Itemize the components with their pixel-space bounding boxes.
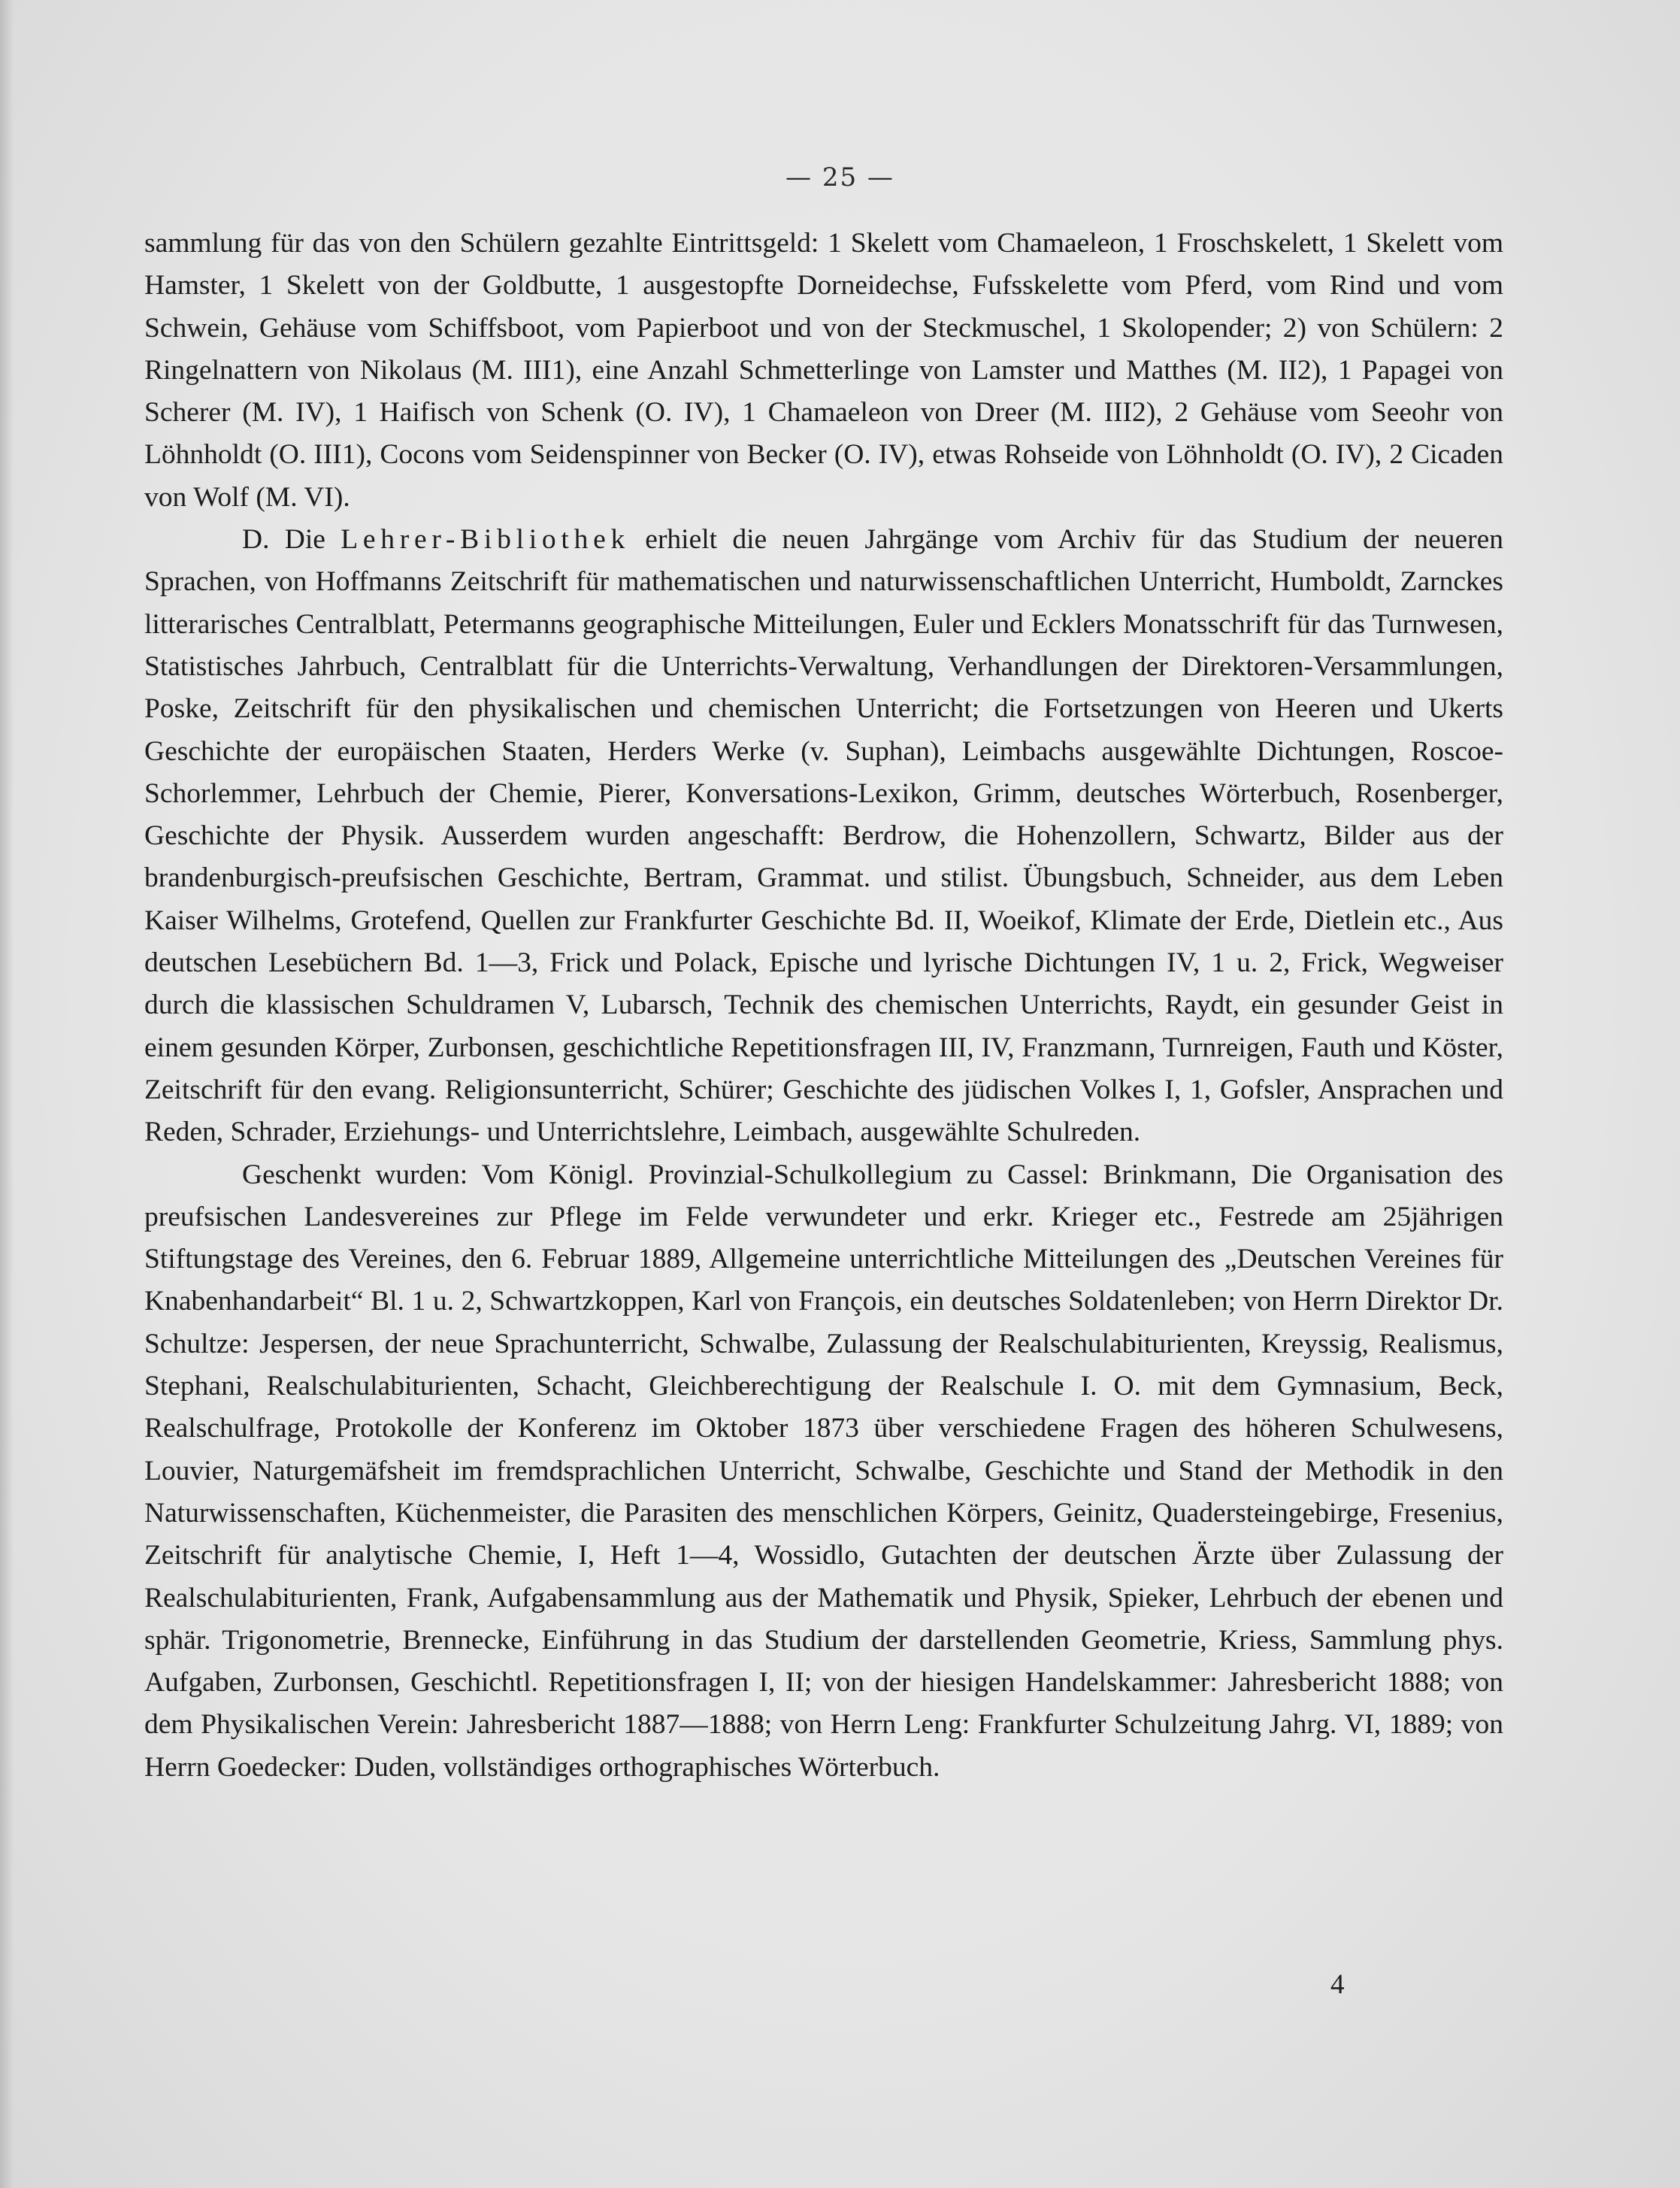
printer-signature-mark: 4 bbox=[1330, 1969, 1345, 2000]
library-text: erhielt die neuen Jahrgänge vom Archiv für das Studium der neueren Sprachen, von Hoffmanns Zeitschrift für mathematischen und naturwissenschaftlichen Unterricht, Humboldt, Zarnckes litterarisches Centralblatt, Petermanns geographische Mitteilungen, Euler und Ecklers Monatsschrift für das Turnwesen, Statistisches Jahrbuch, Centralblatt für die Unterrichts-Verwaltung, Verhandlungen der Direktoren-Versammlungen, Poske, Zeitschrift für den physikalischen und chemischen Unterricht; die Fortsetzungen von Heeren und Ukerts Geschichte der europäischen Staaten, Herders Werke (v. Suphan), Leimbachs ausgewählte Dichtungen, Roscoe-Schorlemmer, Lehrbuch der Chemie, Pierer, Konversations-Lexikon, Grimm, deutsches Wörterbuch, Rosenberger, Geschichte der Physik. Ausserdem wurden angeschafft: Berdrow, die Hohenzollern, Schwartz, Bilder aus der brandenburgisch-preufsischen Geschichte, Bertram, Grammat. und stilist. Übungsbuch, Schneider, aus dem Leben Kaiser Wilhelms, Grotefend, Quellen zur Frankfurter Geschichte Bd. II, Woeikof, Klimate der Erde, Dietlein etc., Aus deutschen Lesebüchern Bd. 1—3, Frick und Polack, Epische und lyrische Dichtungen IV, 1 u. 2, Frick, Wegweiser durch die klassischen Schuldramen V, Lubarsch, Technik des chemischen Unterrichts, Raydt, ein gesunder Geist in einem gesunden Körper, Zurbonsen, geschichtliche Repetitionsfragen III, IV, Franzmann, Turnreigen, Fauth und Köster, Zeitschrift für den evang. Religionsunterricht, Schürer; Geschichte des jüdischen Volkes I, 1, Gofsler, Ansprachen und Reden, Schrader, Erziehungs- und Unterrichtslehre, Leimbach, ausgewählte Schulreden. bbox=[144, 524, 1503, 1148]
spaced-heading-lehrer-bibliothek: Lehrer-Bibliothek bbox=[341, 524, 630, 556]
page-number: — 25 — bbox=[786, 162, 894, 192]
body-text bbox=[144, 223, 1503, 1789]
scan-edge-shadow bbox=[0, 0, 14, 2188]
paragraph-collection-donations: sammlung für das von den Schülern gezahlte Eintrittsgeld: 1 Skelett vom Chamaeleon, 1 Froschskelett, 1 Skelett vom Hamster, 1 Skelett von der Goldbutte, 1 ausgestopfte Dorneidechse, Fufsskelette vom Pferd, vom Rind und vom Schwein, Gehäuse vom Schiffsboot, vom Papierboot und von der Steckmuschel, 1 Skolopender; 2) von Schülern: 2 Ringelnattern von Nikolaus (M. III1), eine Anzahl Schmetterlinge von Lamster und Matthes (M. II2), 1 Papagei von Scherer (M. IV), 1 Haifisch von Schenk (O. IV), 1 Chamaeleon von Dreer (M. III2), 2 Gehäuse vom Seeohr von Löhnholdt (O. III1), Cocons vom Seidenspinner von Becker (O. IV), etwas Rohseide von Löhnholdt (O. IV), 2 Cicaden von Wolf (M. VI). bbox=[144, 228, 1503, 513]
paragraph-gifts: Geschenkt wurden: Vom Königl. Provinzial-Schulkollegium zu Cassel: Brinkmann, Die Organisation des preufsischen Landesvereines zur Pflege im Felde verwundeter und erkr. Krieger etc., Festrede am 25jährigen Stiftungstage des Vereines, den 6. Februar 1889, Allgemeine unterrichtliche Mitteilungen des „Deutschen Vereines für Knabenhandarbeit“ Bl. 1 u. 2, Schwartzkoppen, Karl von François, ein deutsches Soldatenleben; von Herrn Direktor Dr. Schultze: Jespersen, der neue Sprachunterricht, Schwalbe, Zulassung der Realschulabiturienten, Kreyssig, Realismus, Stephani, Realschulabiturienten, Schacht, Gleichberechtigung der Realschule I. O. mit dem Gymnasium, Beck, Realschulfrage, Protokolle der Konferenz im Oktober 1873 über verschiedene Fragen des höheren Schulwesens, Louvier, Naturgemäfsheit im fremdsprachlichen Unterricht, Schwalbe, Geschichte und Stand der Methodik in den Naturwissenschaften, Küchenmeister, die Parasiten des menschlichen Körpers, Geinitz, Quadersteingebirge, Fresenius, Zeitschrift für analytische Chemie, I, Heft 1—4, Wossidlo, Gutachten der deutschen Ärzte über Zulassung der Realschulabiturienten, Frank, Aufgabensammlung aus der Mathematik und Physik, Spieker, Lehrbuch der ebenen und sphär. Trigonometrie, Brennecke, Einführung in das Studium der darstellenden Geometrie, Kriess, Sammlung phys. Aufgaben, Zurbonsen, Geschichtl. Repetitionsfragen I, II; von der hiesigen Handelskammer: Jahresbericht 1888; von dem Physikalischen Verein: Jahresbericht 1887—1888; von Herrn Leng: Frankfurter Schulzeitung Jahrg. VI, 1889; von Herrn Goedecker: Duden, vollständiges orthographisches Wörterbuch. bbox=[144, 1159, 1503, 1783]
section-label: D. Die bbox=[242, 524, 325, 556]
paragraph-teacher-library bbox=[144, 519, 1503, 1153]
